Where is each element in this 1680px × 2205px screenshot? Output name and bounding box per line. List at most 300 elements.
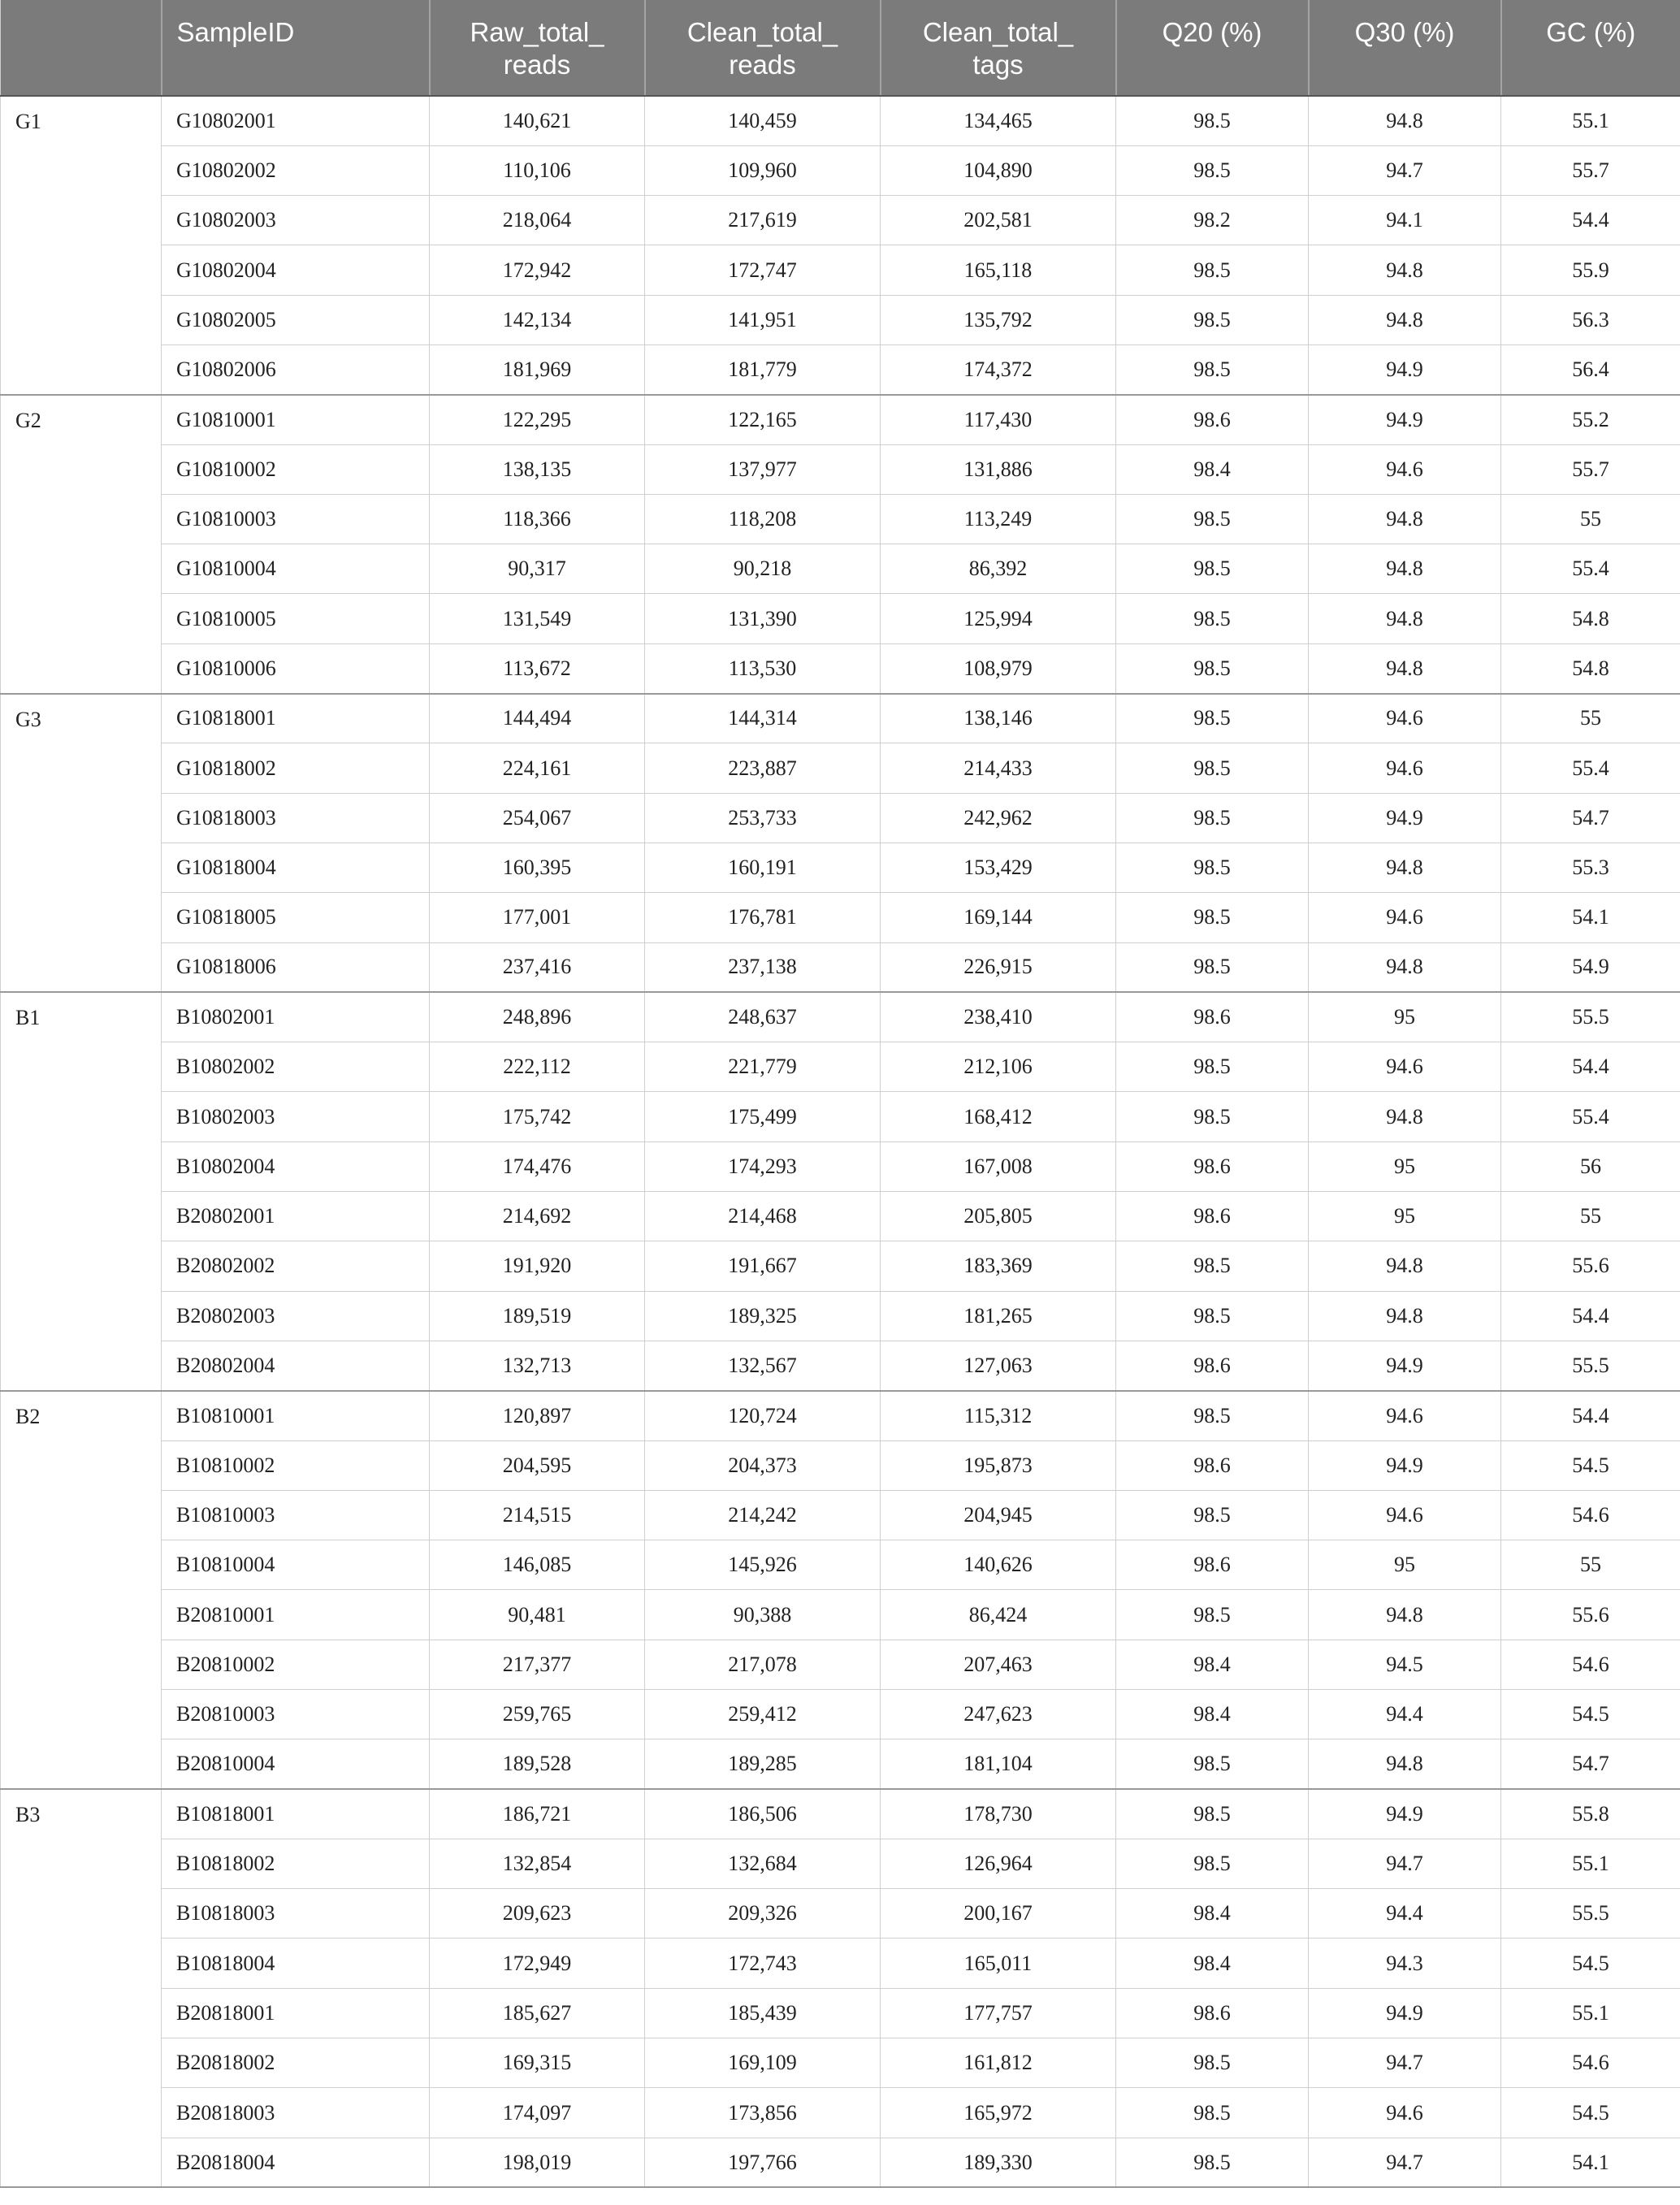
clean-total-reads-cell: 223,887 xyxy=(645,743,881,793)
sample-id-cell: G10810002 xyxy=(162,444,430,494)
clean-total-tags-cell: 127,063 xyxy=(881,1341,1116,1390)
clean-total-tags-cell: 189,330 xyxy=(881,2138,1116,2187)
q20-cell: 98.5 xyxy=(1116,1291,1309,1341)
q20-cell: 98.5 xyxy=(1116,643,1309,693)
clean-total-reads-cell: 160,191 xyxy=(645,843,881,892)
gc-cell: 54.8 xyxy=(1501,643,1680,693)
gc-cell: 54.5 xyxy=(1501,2088,1680,2138)
clean-total-reads-cell: 176,781 xyxy=(645,893,881,942)
header-q30: Q30 (%) xyxy=(1309,0,1501,96)
sample-id-cell: G10802001 xyxy=(162,96,430,145)
clean-total-tags-cell: 181,265 xyxy=(881,1291,1116,1341)
q20-cell: 98.6 xyxy=(1116,1540,1309,1590)
table-row xyxy=(1,245,1680,295)
clean-total-reads-cell: 109,960 xyxy=(645,145,881,195)
q20-cell: 98.5 xyxy=(1116,145,1309,195)
q30-cell: 94.6 xyxy=(1309,694,1501,743)
table-row xyxy=(1,544,1680,594)
gc-cell: 55 xyxy=(1501,494,1680,544)
clean-total-reads-cell: 186,506 xyxy=(645,1789,881,1839)
q20-cell: 98.5 xyxy=(1116,1839,1309,1888)
header-clean-total-reads: Clean_total_ reads xyxy=(645,0,881,96)
sample-id-cell: B10802001 xyxy=(162,992,430,1042)
sample-id-cell: B10802002 xyxy=(162,1042,430,1092)
clean-total-tags-cell: 204,945 xyxy=(881,1490,1116,1540)
q20-cell: 98.5 xyxy=(1116,1092,1309,1141)
table-row xyxy=(1,344,1680,394)
clean-total-tags-cell: 169,144 xyxy=(881,893,1116,942)
q30-cell: 94.8 xyxy=(1309,494,1501,544)
group-label: G1 xyxy=(1,96,162,395)
gc-cell: 56.4 xyxy=(1501,344,1680,394)
raw-total-reads-cell: 175,742 xyxy=(430,1092,645,1141)
clean-total-tags-cell: 161,812 xyxy=(881,2038,1116,2088)
table-row xyxy=(1,1192,1680,1241)
q30-cell: 94.9 xyxy=(1309,1789,1501,1839)
clean-total-reads-cell: 189,325 xyxy=(645,1291,881,1341)
q20-cell: 98.5 xyxy=(1116,1490,1309,1540)
clean-total-reads-cell: 172,743 xyxy=(645,1939,881,1988)
sample-id-cell: G10810005 xyxy=(162,594,430,643)
gc-cell: 54.6 xyxy=(1501,1490,1680,1540)
q30-cell: 95 xyxy=(1309,1540,1501,1590)
clean-total-tags-cell: 165,011 xyxy=(881,1939,1116,1988)
clean-total-reads-cell: 173,856 xyxy=(645,2088,881,2138)
clean-total-tags-cell: 167,008 xyxy=(881,1141,1116,1191)
raw-total-reads-cell: 254,067 xyxy=(430,793,645,843)
q20-cell: 98.6 xyxy=(1116,1141,1309,1191)
clean-total-tags-cell: 207,463 xyxy=(881,1640,1116,1689)
q30-cell: 94.6 xyxy=(1309,2088,1501,2138)
raw-total-reads-cell: 110,106 xyxy=(430,145,645,195)
q20-cell: 98.5 xyxy=(1116,942,1309,992)
sample-id-cell: B10818002 xyxy=(162,1839,430,1888)
clean-total-reads-cell: 172,747 xyxy=(645,245,881,295)
raw-total-reads-cell: 118,366 xyxy=(430,494,645,544)
q30-cell: 94.4 xyxy=(1309,1889,1501,1939)
sample-id-cell: G10818005 xyxy=(162,893,430,942)
table-header xyxy=(1,0,1680,96)
q30-cell: 94.9 xyxy=(1309,1988,1501,2038)
q30-cell: 95 xyxy=(1309,992,1501,1042)
clean-total-tags-cell: 113,249 xyxy=(881,494,1116,544)
q20-cell: 98.4 xyxy=(1116,1640,1309,1689)
raw-total-reads-cell: 174,476 xyxy=(430,1141,645,1191)
gc-cell: 55.4 xyxy=(1501,743,1680,793)
gc-cell: 56 xyxy=(1501,1141,1680,1191)
clean-total-tags-cell: 117,430 xyxy=(881,395,1116,444)
sample-id-cell: B20802001 xyxy=(162,1192,430,1241)
clean-total-reads-cell: 221,779 xyxy=(645,1042,881,1092)
q30-cell: 95 xyxy=(1309,1192,1501,1241)
group-label: B1 xyxy=(1,992,162,1390)
table-row xyxy=(1,1889,1680,1939)
sample-id-cell: G10810004 xyxy=(162,544,430,594)
clean-total-reads-cell: 145,926 xyxy=(645,1540,881,1590)
raw-total-reads-cell: 122,295 xyxy=(430,395,645,444)
gc-cell: 54.7 xyxy=(1501,793,1680,843)
clean-total-tags-cell: 134,465 xyxy=(881,96,1116,145)
clean-total-reads-cell: 191,667 xyxy=(645,1241,881,1291)
group-label: G3 xyxy=(1,694,162,993)
sample-id-cell: B20810001 xyxy=(162,1590,430,1640)
q30-cell: 94.7 xyxy=(1309,2138,1501,2187)
clean-total-tags-cell: 131,886 xyxy=(881,444,1116,494)
clean-total-reads-cell: 90,388 xyxy=(645,1590,881,1640)
q20-cell: 98.5 xyxy=(1116,1241,1309,1291)
gc-cell: 55.9 xyxy=(1501,245,1680,295)
clean-total-tags-cell: 226,915 xyxy=(881,942,1116,992)
q30-cell: 94.9 xyxy=(1309,1341,1501,1390)
clean-total-tags-cell: 86,424 xyxy=(881,1590,1116,1640)
gc-cell: 54.8 xyxy=(1501,594,1680,643)
q20-cell: 98.6 xyxy=(1116,992,1309,1042)
table-row xyxy=(1,1042,1680,1092)
gc-cell: 55.4 xyxy=(1501,544,1680,594)
q30-cell: 94.6 xyxy=(1309,1490,1501,1540)
table-row xyxy=(1,893,1680,942)
table-row xyxy=(1,1988,1680,2038)
table-row xyxy=(1,1490,1680,1540)
raw-total-reads-cell: 198,019 xyxy=(430,2138,645,2187)
raw-total-reads-cell: 222,112 xyxy=(430,1042,645,1092)
clean-total-reads-cell: 132,567 xyxy=(645,1341,881,1390)
raw-total-reads-cell: 140,621 xyxy=(430,96,645,145)
clean-total-reads-cell: 197,766 xyxy=(645,2138,881,2187)
clean-total-tags-cell: 135,792 xyxy=(881,295,1116,344)
gc-cell: 54.5 xyxy=(1501,1440,1680,1490)
raw-total-reads-cell: 169,315 xyxy=(430,2038,645,2088)
raw-total-reads-cell: 113,672 xyxy=(430,643,645,693)
raw-total-reads-cell: 237,416 xyxy=(430,942,645,992)
header-row xyxy=(1,0,1680,96)
raw-total-reads-cell: 172,942 xyxy=(430,245,645,295)
q20-cell: 98.5 xyxy=(1116,1590,1309,1640)
sample-id-cell: G10802006 xyxy=(162,344,430,394)
sample-id-cell: B20818003 xyxy=(162,2088,430,2138)
raw-total-reads-cell: 214,515 xyxy=(430,1490,645,1540)
gc-cell: 55 xyxy=(1501,694,1680,743)
sample-id-cell: G10818004 xyxy=(162,843,430,892)
table-row xyxy=(1,1540,1680,1590)
clean-total-tags-cell: 138,146 xyxy=(881,694,1116,743)
q30-cell: 94.8 xyxy=(1309,1739,1501,1789)
raw-total-reads-cell: 172,949 xyxy=(430,1939,645,1988)
gc-cell: 55.8 xyxy=(1501,1789,1680,1839)
raw-total-reads-cell: 142,134 xyxy=(430,295,645,344)
raw-total-reads-cell: 189,519 xyxy=(430,1291,645,1341)
clean-total-reads-cell: 204,373 xyxy=(645,1440,881,1490)
table-row xyxy=(1,1241,1680,1291)
clean-total-tags-cell: 165,972 xyxy=(881,2088,1116,2138)
raw-total-reads-cell: 174,097 xyxy=(430,2088,645,2138)
q20-cell: 98.2 xyxy=(1116,196,1309,245)
raw-total-reads-cell: 204,595 xyxy=(430,1440,645,1490)
clean-total-reads-cell: 214,468 xyxy=(645,1192,881,1241)
q20-cell: 98.5 xyxy=(1116,245,1309,295)
header-group xyxy=(1,0,162,96)
q30-cell: 94.8 xyxy=(1309,942,1501,992)
clean-total-tags-cell: 165,118 xyxy=(881,245,1116,295)
clean-total-tags-cell: 86,392 xyxy=(881,544,1116,594)
raw-total-reads-cell: 189,528 xyxy=(430,1739,645,1789)
q20-cell: 98.6 xyxy=(1116,1440,1309,1490)
clean-total-tags-cell: 168,412 xyxy=(881,1092,1116,1141)
q20-cell: 98.5 xyxy=(1116,1042,1309,1092)
clean-total-tags-cell: 115,312 xyxy=(881,1391,1116,1440)
sample-id-cell: B20810003 xyxy=(162,1690,430,1739)
q20-cell: 98.5 xyxy=(1116,893,1309,942)
raw-total-reads-cell: 120,897 xyxy=(430,1391,645,1440)
raw-total-reads-cell: 181,969 xyxy=(430,344,645,394)
table-row xyxy=(1,743,1680,793)
table-row xyxy=(1,444,1680,494)
sample-id-cell: B20802003 xyxy=(162,1291,430,1341)
gc-cell: 55.6 xyxy=(1501,1241,1680,1291)
raw-total-reads-cell: 185,627 xyxy=(430,1988,645,2038)
q30-cell: 94.6 xyxy=(1309,743,1501,793)
header-sampleid: SampleID xyxy=(162,0,430,96)
clean-total-tags-cell: 177,757 xyxy=(881,1988,1116,2038)
table-row xyxy=(1,1939,1680,1988)
q20-cell: 98.5 xyxy=(1116,494,1309,544)
q30-cell: 94.9 xyxy=(1309,344,1501,394)
raw-total-reads-cell: 186,721 xyxy=(430,1789,645,1839)
clean-total-reads-cell: 113,530 xyxy=(645,643,881,693)
raw-total-reads-cell: 191,920 xyxy=(430,1241,645,1291)
gc-cell: 55.5 xyxy=(1501,1341,1680,1390)
clean-total-reads-cell: 90,218 xyxy=(645,544,881,594)
gc-cell: 54.9 xyxy=(1501,942,1680,992)
clean-total-reads-cell: 122,165 xyxy=(645,395,881,444)
clean-total-reads-cell: 217,078 xyxy=(645,1640,881,1689)
table-row xyxy=(1,992,1680,1042)
q20-cell: 98.6 xyxy=(1116,1341,1309,1390)
table-row xyxy=(1,843,1680,892)
gc-cell: 55.4 xyxy=(1501,1092,1680,1141)
gc-cell: 54.4 xyxy=(1501,1291,1680,1341)
q30-cell: 94.8 xyxy=(1309,594,1501,643)
clean-total-tags-cell: 195,873 xyxy=(881,1440,1116,1490)
q30-cell: 94.5 xyxy=(1309,1640,1501,1689)
clean-total-tags-cell: 174,372 xyxy=(881,344,1116,394)
table-row xyxy=(1,694,1680,743)
table-row xyxy=(1,1440,1680,1490)
q20-cell: 98.5 xyxy=(1116,2138,1309,2187)
sample-id-cell: B10802003 xyxy=(162,1092,430,1141)
q30-cell: 94.4 xyxy=(1309,1690,1501,1739)
gc-cell: 54.5 xyxy=(1501,1939,1680,1988)
sample-id-cell: B10810002 xyxy=(162,1440,430,1490)
gc-cell: 54.1 xyxy=(1501,2138,1680,2187)
q30-cell: 94.8 xyxy=(1309,1092,1501,1141)
sample-id-cell: G10802003 xyxy=(162,196,430,245)
clean-total-tags-cell: 202,581 xyxy=(881,196,1116,245)
gc-cell: 55.3 xyxy=(1501,843,1680,892)
q20-cell: 98.4 xyxy=(1116,1690,1309,1739)
q30-cell: 94.8 xyxy=(1309,843,1501,892)
clean-total-reads-cell: 118,208 xyxy=(645,494,881,544)
clean-total-tags-cell: 104,890 xyxy=(881,145,1116,195)
q20-cell: 98.4 xyxy=(1116,1939,1309,1988)
clean-total-reads-cell: 181,779 xyxy=(645,344,881,394)
raw-total-reads-cell: 160,395 xyxy=(430,843,645,892)
table-row xyxy=(1,1640,1680,1689)
gc-cell: 56.3 xyxy=(1501,295,1680,344)
clean-total-tags-cell: 205,805 xyxy=(881,1192,1116,1241)
sample-id-cell: B10810003 xyxy=(162,1490,430,1540)
q30-cell: 95 xyxy=(1309,1141,1501,1191)
q20-cell: 98.5 xyxy=(1116,1789,1309,1839)
sample-id-cell: G10818001 xyxy=(162,694,430,743)
gc-cell: 54.1 xyxy=(1501,893,1680,942)
table-row xyxy=(1,494,1680,544)
q30-cell: 94.1 xyxy=(1309,196,1501,245)
sample-id-cell: B20810002 xyxy=(162,1640,430,1689)
clean-total-tags-cell: 214,433 xyxy=(881,743,1116,793)
gc-cell: 55.7 xyxy=(1501,145,1680,195)
q20-cell: 98.6 xyxy=(1116,395,1309,444)
table-row xyxy=(1,793,1680,843)
gc-cell: 55 xyxy=(1501,1540,1680,1590)
clean-total-tags-cell: 242,962 xyxy=(881,793,1116,843)
clean-total-tags-cell: 200,167 xyxy=(881,1889,1116,1939)
q20-cell: 98.5 xyxy=(1116,2038,1309,2088)
clean-total-tags-cell: 140,626 xyxy=(881,1540,1116,1590)
sample-id-cell: G10810006 xyxy=(162,643,430,693)
raw-total-reads-cell: 259,765 xyxy=(430,1690,645,1739)
clean-total-reads-cell: 214,242 xyxy=(645,1490,881,1540)
clean-total-tags-cell: 212,106 xyxy=(881,1042,1116,1092)
raw-total-reads-cell: 90,317 xyxy=(430,544,645,594)
q30-cell: 94.9 xyxy=(1309,793,1501,843)
q30-cell: 94.8 xyxy=(1309,96,1501,145)
table-row xyxy=(1,96,1680,145)
raw-total-reads-cell: 146,085 xyxy=(430,1540,645,1590)
clean-total-reads-cell: 140,459 xyxy=(645,96,881,145)
q20-cell: 98.5 xyxy=(1116,1739,1309,1789)
sample-id-cell: G10802004 xyxy=(162,245,430,295)
table-row xyxy=(1,295,1680,344)
gc-cell: 54.4 xyxy=(1501,1391,1680,1440)
header-clean-total-tags: Clean_total_ tags xyxy=(881,0,1116,96)
clean-total-tags-cell: 181,104 xyxy=(881,1739,1116,1789)
sample-id-cell: B10810001 xyxy=(162,1391,430,1440)
clean-total-reads-cell: 175,499 xyxy=(645,1092,881,1141)
raw-total-reads-cell: 224,161 xyxy=(430,743,645,793)
table-row xyxy=(1,2088,1680,2138)
q20-cell: 98.4 xyxy=(1116,1889,1309,1939)
sample-id-cell: G10802005 xyxy=(162,295,430,344)
clean-total-tags-cell: 153,429 xyxy=(881,843,1116,892)
table-row xyxy=(1,395,1680,444)
q20-cell: 98.5 xyxy=(1116,96,1309,145)
clean-total-tags-cell: 178,730 xyxy=(881,1789,1116,1839)
sample-id-cell: B10818003 xyxy=(162,1889,430,1939)
q30-cell: 94.6 xyxy=(1309,1391,1501,1440)
table-row xyxy=(1,1291,1680,1341)
table-row xyxy=(1,196,1680,245)
q20-cell: 98.5 xyxy=(1116,694,1309,743)
sample-id-cell: G10818006 xyxy=(162,942,430,992)
clean-total-tags-cell: 247,623 xyxy=(881,1690,1116,1739)
sample-id-cell: B20818002 xyxy=(162,2038,430,2088)
sample-id-cell: B20802004 xyxy=(162,1341,430,1390)
raw-total-reads-cell: 132,713 xyxy=(430,1341,645,1390)
raw-total-reads-cell: 138,135 xyxy=(430,444,645,494)
header-q20: Q20 (%) xyxy=(1116,0,1309,96)
q20-cell: 98.5 xyxy=(1116,344,1309,394)
table-row xyxy=(1,1690,1680,1739)
table-row xyxy=(1,2038,1680,2088)
q20-cell: 98.5 xyxy=(1116,793,1309,843)
sample-id-cell: B20802002 xyxy=(162,1241,430,1291)
sample-id-cell: G10802002 xyxy=(162,145,430,195)
gc-cell: 54.4 xyxy=(1501,196,1680,245)
table-row xyxy=(1,1092,1680,1141)
q20-cell: 98.5 xyxy=(1116,295,1309,344)
table-row xyxy=(1,1839,1680,1888)
table-row xyxy=(1,643,1680,693)
q20-cell: 98.5 xyxy=(1116,544,1309,594)
gc-cell: 54.5 xyxy=(1501,1690,1680,1739)
gc-cell: 54.7 xyxy=(1501,1739,1680,1789)
gc-cell: 55.5 xyxy=(1501,992,1680,1042)
table-row xyxy=(1,1739,1680,1789)
q20-cell: 98.5 xyxy=(1116,743,1309,793)
gc-cell: 54.4 xyxy=(1501,1042,1680,1092)
table-body xyxy=(1,96,1680,2187)
sample-id-cell: B10818001 xyxy=(162,1789,430,1839)
clean-total-reads-cell: 209,326 xyxy=(645,1889,881,1939)
sample-id-cell: B20818004 xyxy=(162,2138,430,2187)
clean-total-reads-cell: 185,439 xyxy=(645,1988,881,2038)
q30-cell: 94.8 xyxy=(1309,643,1501,693)
clean-total-reads-cell: 144,314 xyxy=(645,694,881,743)
clean-total-reads-cell: 248,637 xyxy=(645,992,881,1042)
raw-total-reads-cell: 132,854 xyxy=(430,1839,645,1888)
table-row xyxy=(1,1341,1680,1390)
q30-cell: 94.7 xyxy=(1309,1839,1501,1888)
table-row xyxy=(1,1590,1680,1640)
clean-total-reads-cell: 237,138 xyxy=(645,942,881,992)
clean-total-reads-cell: 132,684 xyxy=(645,1839,881,1888)
clean-total-reads-cell: 259,412 xyxy=(645,1690,881,1739)
gc-cell: 55 xyxy=(1501,1192,1680,1241)
q30-cell: 94.6 xyxy=(1309,893,1501,942)
q30-cell: 94.3 xyxy=(1309,1939,1501,1988)
clean-total-reads-cell: 120,724 xyxy=(645,1391,881,1440)
clean-total-tags-cell: 238,410 xyxy=(881,992,1116,1042)
gc-cell: 55.7 xyxy=(1501,444,1680,494)
raw-total-reads-cell: 209,623 xyxy=(430,1889,645,1939)
q30-cell: 94.6 xyxy=(1309,444,1501,494)
q30-cell: 94.8 xyxy=(1309,295,1501,344)
gc-cell: 55.1 xyxy=(1501,1988,1680,2038)
header-raw-total-reads: Raw_total_ reads xyxy=(430,0,645,96)
q30-cell: 94.7 xyxy=(1309,145,1501,195)
q20-cell: 98.5 xyxy=(1116,2088,1309,2138)
clean-total-tags-cell: 125,994 xyxy=(881,594,1116,643)
raw-total-reads-cell: 248,896 xyxy=(430,992,645,1042)
sample-id-cell: G10810001 xyxy=(162,395,430,444)
raw-total-reads-cell: 214,692 xyxy=(430,1192,645,1241)
table-row xyxy=(1,2138,1680,2187)
sample-id-cell: B20810004 xyxy=(162,1739,430,1789)
gc-cell: 55.6 xyxy=(1501,1590,1680,1640)
clean-total-reads-cell: 137,977 xyxy=(645,444,881,494)
q30-cell: 94.8 xyxy=(1309,1590,1501,1640)
